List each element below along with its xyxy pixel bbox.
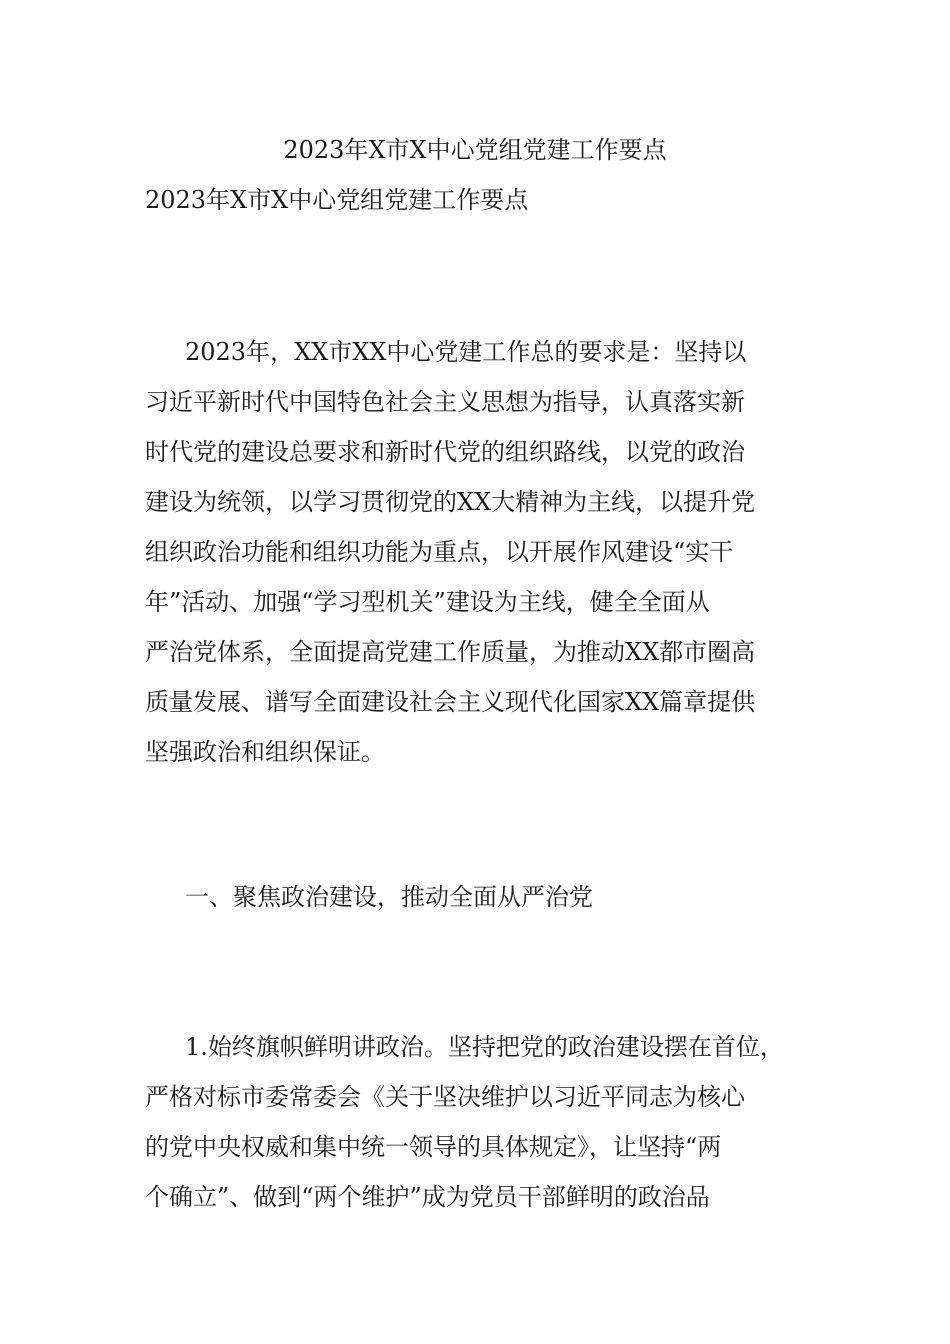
item-1-line-2: 严格对标市委常委会《关于坚决维护以习近平同志为核心 (145, 1083, 745, 1111)
intro-line-8: 质量发展、谱写全面建设社会主义现代化国家XX篇章提供 (145, 688, 756, 716)
intro-line-4: 建设为统领，以学习贯彻党的XX大精神为主线，以提升党 (145, 488, 756, 516)
item-1-line-3: 的党中央权威和集中统一领导的具体规定》，让坚持“两 (145, 1133, 722, 1161)
intro-line-5: 组织政治功能和组织功能为重点，以开展作风建设“实干 (145, 538, 734, 566)
intro-line-3: 时代党的建设总要求和新时代党的组织路线，以党的政治 (145, 438, 745, 466)
item-1-line-1: 1.始终旗帜鲜明讲政治。坚持把党的政治建设摆在首位， (185, 1033, 784, 1061)
item-1-line-4: 个确立”、做到“两个维护”成为党员干部鲜明的政治品 (145, 1183, 710, 1211)
section-heading-1: 一、聚焦政治建设，推动全面从严治党 (185, 883, 593, 911)
item-1-paragraph (145, 1022, 810, 1222)
document-title-left: 2023年X市X中心党组党建工作要点 (145, 186, 529, 214)
intro-paragraph (145, 327, 810, 777)
intro-line-7: 严治党体系，全面提高党建工作质量，为推动XX都市圈高 (145, 638, 756, 666)
intro-line-2: 习近平新时代中国特色社会主义思想为指导，认真落实新 (145, 388, 745, 416)
intro-line-9: 坚强政治和组织保证。 (145, 738, 385, 766)
intro-line-6: 年”活动、加强“学习型机关”建设为主线，健全全面从 (145, 588, 710, 616)
document-title-centered: 2023年X市X中心党组党建工作要点 (283, 136, 667, 164)
intro-line-1: 2023年，XX市XX中心党建工作总的要求是：坚持以 (185, 338, 747, 366)
